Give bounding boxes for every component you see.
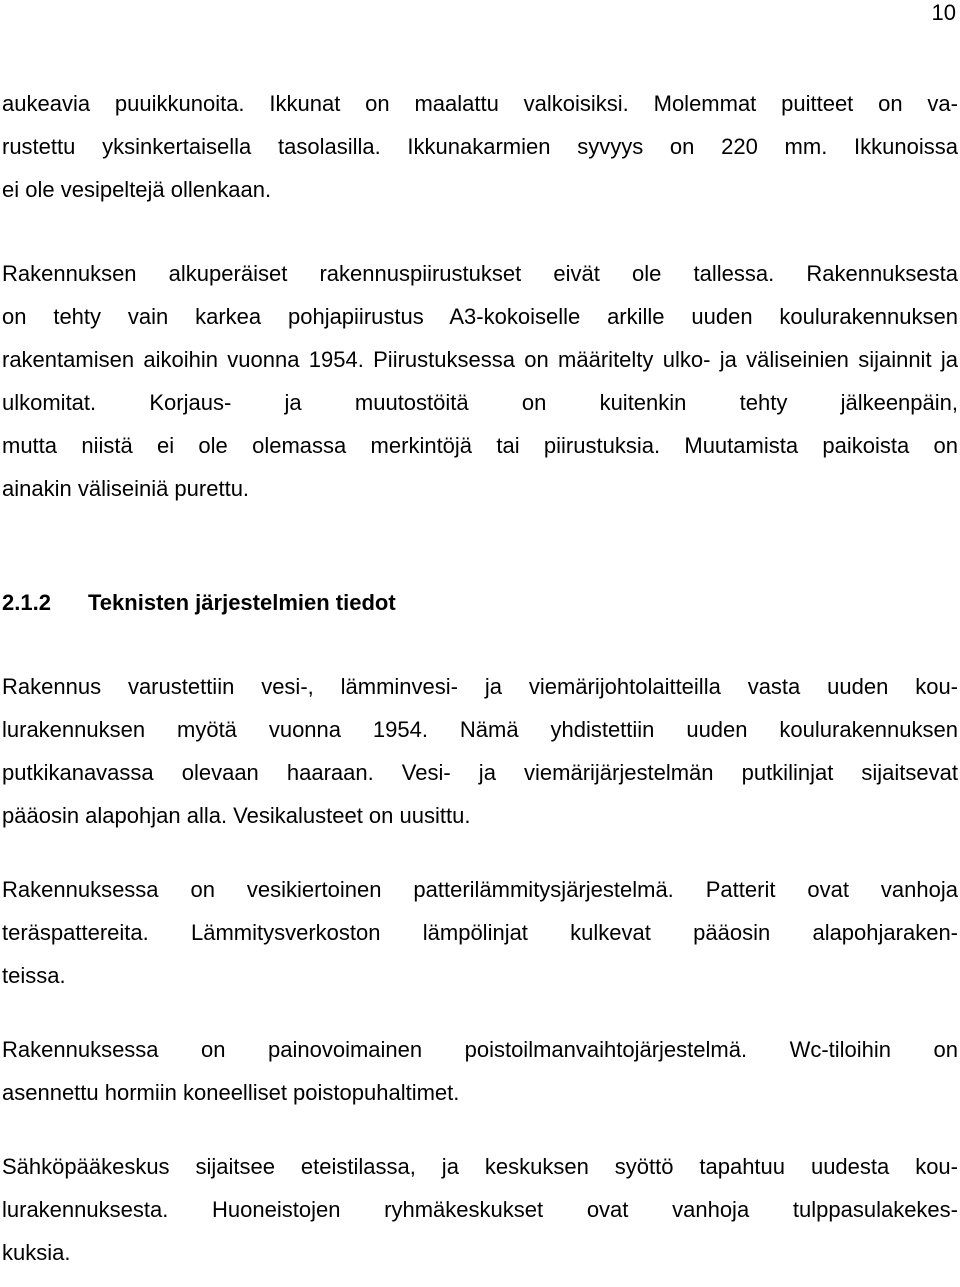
paragraph-electrical	[2, 1145, 958, 1274]
text-line: asennettu hormiin koneelliset poistopuhaltimet.	[2, 1080, 460, 1105]
text-line: kuksia.	[2, 1240, 71, 1265]
text-line: mutta niistä ei ole olemassa merkintöjä tai piirustuksia. Muutamista paikoista on	[2, 433, 958, 458]
paragraph-heating	[2, 868, 958, 997]
paragraph-water-systems	[2, 665, 958, 837]
text-line: rustettu yksinkertaisella tasolasilla. Ikkunakarmien syvyys on 220 mm. Ikkunoissa	[2, 134, 958, 159]
text-line: Sähköpääkeskus sijaitsee eteistilassa, ja keskuksen syöttö tapahtuu uudesta kou-	[2, 1154, 958, 1179]
text-line: on tehty vain karkea pohjapiirustus A3-kokoiselle arkille uuden koulurakennuksen	[2, 304, 958, 329]
text-line: ei ole vesipeltejä ollenkaan.	[2, 177, 272, 202]
section-number: 2.1.2	[2, 590, 51, 615]
text-line: ainakin väliseiniä purettu.	[2, 476, 250, 501]
text-line: Rakennus varustettiin vesi-, lämminvesi- ja viemärijohtolaitteilla vasta uuden kou-	[2, 674, 958, 699]
paragraph-ventilation	[2, 1028, 958, 1114]
paragraph-windows	[2, 82, 958, 211]
text-line: teräspattereita. Lämmitysverkoston lämpölinjat kulkevat pääosin alapohjaraken-	[2, 920, 958, 945]
text-line: Rakennuksen alkuperäiset rakennuspiirustukset eivät ole tallessa. Rakennuksesta	[2, 261, 958, 286]
document-body	[2, 82, 958, 1274]
paragraph-drawings	[2, 252, 958, 510]
text-line: aukeavia puuikkunoita. Ikkunat on maalattu valkoisiksi. Molemmat puitteet on va-	[2, 91, 958, 116]
section-title: Teknisten järjestelmien tiedot	[88, 590, 396, 615]
text-line: pääosin alapohjan alla. Vesikalusteet on uusittu.	[2, 803, 471, 828]
section-heading	[2, 581, 958, 624]
text-line: rakentamisen aikoihin vuonna 1954. Piirustuksessa on määritelty ulko- ja väliseinien sijainnit ja ulkomitat. Korjaus- ja muutostöitä on kuitenkin tehty jälkeenpäin,	[2, 347, 958, 415]
text-line: Rakennuksessa on painovoimainen poistoilmanvaihtojärjestelmä. Wc-tiloihin on	[2, 1037, 958, 1062]
text-line: Rakennuksessa on vesikiertoinen patterilämmitysjärjestelmä. Patterit ovat vanhoja	[2, 877, 958, 902]
text-line: putkikanavassa olevaan haaraan. Vesi- ja viemärijärjestelmän putkilinjat sijaitsevat	[2, 760, 958, 785]
page-number: 10	[931, 0, 956, 25]
text-line: teissa.	[2, 963, 66, 988]
text-line: lurakennuksesta. Huoneistojen ryhmäkeskukset ovat vanhoja tulppasulakekes-	[2, 1197, 958, 1222]
text-line: lurakennuksen myötä vuonna 1954. Nämä yhdistettiin uuden koulurakennuksen	[2, 717, 958, 742]
